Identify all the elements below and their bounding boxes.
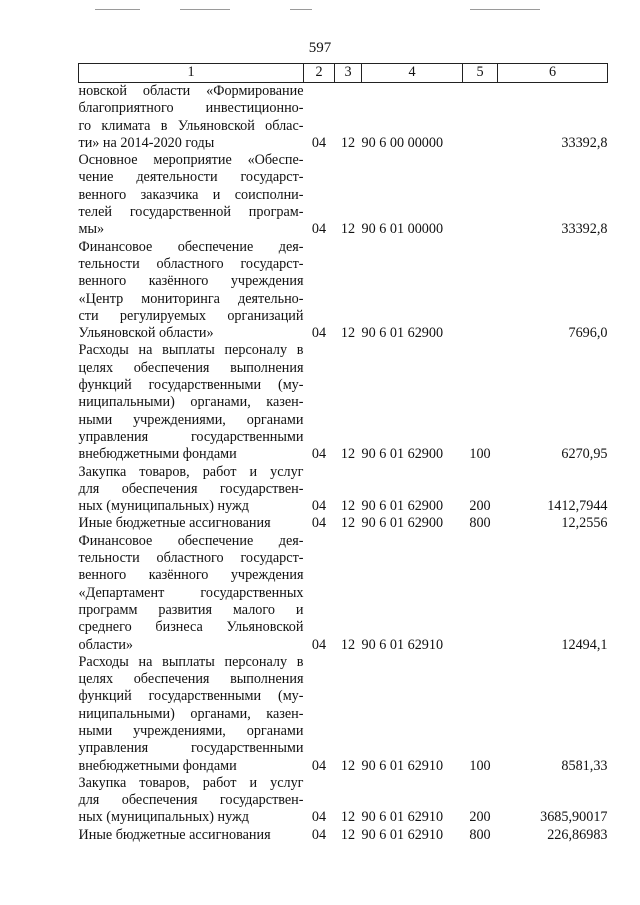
description-line: тельности областного государст- [78, 255, 304, 272]
column-header: 5 [463, 64, 498, 83]
description-line: Иные бюджетные ассигнования [78, 826, 271, 843]
description-line: го климата в Ульяновской облас- [78, 117, 304, 134]
expense-type-code: 100 [469, 446, 491, 463]
description-line: внебюджетными фондами [78, 757, 237, 774]
description-line: Закупка товаров, работ и услуг [78, 463, 304, 480]
table-row [79, 83, 608, 153]
amount: 33392,8 [561, 221, 608, 238]
description-line: мы» [78, 221, 105, 238]
description-line: среднего бизнеса Ульяновской [78, 619, 304, 636]
expense-type-code: 800 [469, 826, 491, 843]
description-line: для обеспечения государствен- [78, 792, 304, 809]
description-line: ниципальными) органами, казен- [78, 394, 304, 411]
amount: 33392,8 [561, 134, 608, 151]
table-header-row [79, 64, 608, 83]
scan-artifact [95, 9, 140, 10]
description-line: Закупка товаров, работ и услуг [78, 774, 304, 791]
description-line: Финансовое обеспечение дея- [78, 238, 304, 255]
expense-type-code [463, 533, 498, 654]
budget-table [78, 63, 608, 844]
amount: 7696,0 [568, 325, 608, 342]
subsection-code: 12 [340, 325, 356, 342]
description-line: для обеспечения государствен- [78, 480, 304, 497]
section-code: 04 [311, 826, 327, 843]
table-row [79, 342, 608, 463]
expense-description [79, 239, 304, 343]
description-line: Финансовое обеспечение дея- [78, 532, 304, 549]
description-line: ными учреждениями, органами [78, 411, 304, 428]
description-line: телей государственной програм- [78, 204, 304, 221]
expense-type-code: 200 [469, 498, 491, 515]
description-line: венного казённого учреждения [78, 273, 304, 290]
expense-type-code [463, 83, 498, 153]
subsection-code: 12 [340, 515, 356, 532]
target-item-code: 90 6 01 00000 [361, 221, 444, 238]
subsection-code: 12 [340, 636, 356, 653]
target-item-code: 90 6 01 62900 [361, 325, 444, 342]
description-line: ными учреждениями, органами [78, 722, 304, 739]
section-code: 04 [311, 221, 327, 238]
page-number: 597 [308, 40, 332, 56]
description-line: ных (муниципальных) нужд [78, 809, 250, 826]
scan-artifact [180, 9, 230, 10]
amount: 3685,90017 [540, 809, 608, 826]
description-line: венного заказчика и соисполни- [78, 186, 304, 203]
scan-artifact [470, 9, 540, 10]
table-row [79, 515, 608, 532]
description-line: «Центр мониторинга деятельно- [78, 290, 304, 307]
description-line: ти» на 2014-2020 годы [78, 134, 215, 151]
amount: 226,86983 [547, 826, 608, 843]
subsection-code: 12 [340, 757, 356, 774]
amount: 8581,33 [561, 757, 608, 774]
description-line: «Департамент государственных [78, 584, 304, 601]
description-line: управления государственными [78, 740, 304, 757]
section-code: 04 [311, 446, 327, 463]
expense-description [79, 83, 304, 153]
description-line: управления государственными [78, 428, 304, 445]
table-row [79, 827, 608, 844]
section-code: 04 [311, 809, 327, 826]
description-line: ниципальными) органами, казен- [78, 705, 304, 722]
amount: 12,2556 [561, 515, 608, 532]
column-header: 4 [362, 64, 463, 83]
table-row [79, 533, 608, 654]
table-row [79, 152, 608, 238]
expense-type-code: 800 [469, 515, 491, 532]
expense-description [79, 342, 304, 463]
column-header: 3 [335, 64, 362, 83]
target-item-code: 90 6 01 62910 [361, 757, 444, 774]
scan-artifact [290, 9, 312, 10]
description-line: функций государственными (му- [78, 688, 304, 705]
description-line: области» [78, 636, 134, 653]
column-header: 2 [304, 64, 335, 83]
target-item-code: 90 6 01 62900 [361, 515, 444, 532]
section-code: 04 [311, 134, 327, 151]
column-header: 6 [498, 64, 608, 83]
subsection-code: 12 [340, 446, 356, 463]
table-body [79, 83, 608, 845]
section-code: 04 [311, 757, 327, 774]
description-line: ных (муниципальных) нужд [78, 498, 250, 515]
section-code: 04 [311, 498, 327, 515]
description-line: функций государственными (му- [78, 377, 304, 394]
expense-description [79, 827, 304, 844]
subsection-code: 12 [340, 134, 356, 151]
expense-type-code [463, 239, 498, 343]
description-line: Ульяновской области» [78, 325, 214, 342]
table-row [79, 239, 608, 343]
subsection-code: 12 [340, 826, 356, 843]
description-line: программ развития малого и [78, 601, 304, 618]
description-line: Расходы на выплаты персоналу в [78, 342, 304, 359]
description-line: венного казённого учреждения [78, 567, 304, 584]
expense-type-code: 100 [469, 757, 491, 774]
amount: 6270,95 [561, 446, 608, 463]
section-code: 04 [311, 636, 327, 653]
description-line: благоприятного инвестиционно- [78, 100, 304, 117]
expense-description [79, 654, 304, 775]
column-header: 1 [79, 64, 304, 83]
expense-description [79, 152, 304, 238]
target-item-code: 90 6 00 00000 [361, 134, 444, 151]
target-item-code: 90 6 01 62900 [361, 498, 444, 515]
description-line: чение деятельности государст- [78, 169, 304, 186]
expense-description [79, 533, 304, 654]
expense-description [79, 775, 304, 827]
expense-description [79, 515, 304, 532]
amount: 1412,7944 [547, 498, 608, 515]
table-row [79, 464, 608, 516]
expense-description [79, 464, 304, 516]
target-item-code: 90 6 01 62910 [361, 826, 444, 843]
description-line: Иные бюджетные ассигнования [78, 515, 271, 532]
target-item-code: 90 6 01 62910 [361, 636, 444, 653]
description-line: сти регулируемых организаций [78, 307, 304, 324]
subsection-code: 12 [340, 221, 356, 238]
subsection-code: 12 [340, 498, 356, 515]
description-line: Расходы на выплаты персоналу в [78, 653, 304, 670]
amount: 12494,1 [561, 636, 608, 653]
subsection-code: 12 [340, 809, 356, 826]
expense-type-code: 200 [469, 809, 491, 826]
target-item-code: 90 6 01 62900 [361, 446, 444, 463]
description-line: Основное мероприятие «Обеспе- [78, 152, 304, 169]
table-row [79, 654, 608, 775]
description-line: целях обеспечения выполнения [78, 359, 304, 376]
section-code: 04 [311, 515, 327, 532]
table-row [79, 775, 608, 827]
description-line: новской области «Формирование [78, 83, 304, 99]
target-item-code: 90 6 01 62910 [361, 809, 444, 826]
description-line: тельности областного государст- [78, 550, 304, 567]
description-line: внебюджетными фондами [78, 446, 237, 463]
section-code: 04 [311, 325, 327, 342]
expense-type-code [463, 152, 498, 238]
description-line: целях обеспечения выполнения [78, 671, 304, 688]
